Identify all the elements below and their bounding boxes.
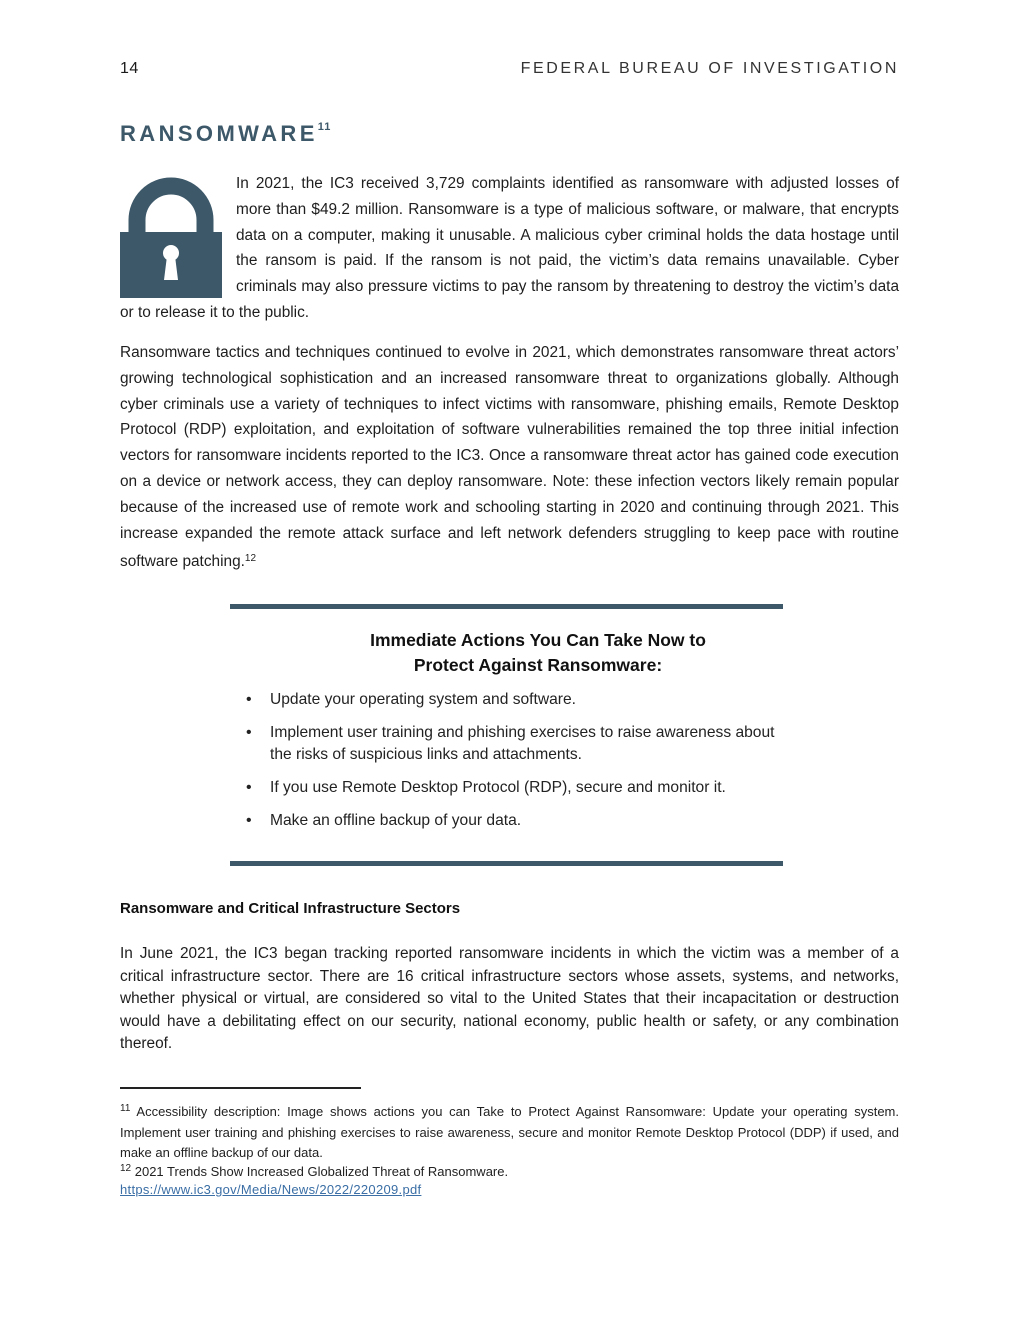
footnote-12-text: 2021 Trends Show Increased Globalized Threat of Ransomware. — [131, 1164, 509, 1179]
paragraph-critical-infrastructure — [120, 943, 899, 1056]
footnote-12-marker: 12 — [120, 1163, 132, 1174]
subsection-heading: Ransomware and Critical Infrastructure Sectors — [120, 900, 461, 917]
footnote-12-link[interactable]: https://www.ic3.gov/Media/News/2022/220209.pdf — [120, 1182, 422, 1197]
footnote-11-text: Accessibility description: Image shows actions you can Take to Protect Against Ransomware: Update your operating system. Implement user training and phishing exercises to raise awareness, secure and monitor Remote Desktop Protocol (DDP) if used, and make an offline backup of our data. — [120, 1104, 899, 1160]
callout-title-line-1: Immediate Actions You Can Take Now to — [370, 630, 706, 650]
footnote-11 — [120, 1099, 899, 1164]
footnote-ref-12[interactable]: 12 — [244, 553, 257, 565]
paragraph-ransomware-tactics — [120, 340, 899, 575]
callout-bottom-rule — [230, 861, 783, 866]
paragraph-ransomware-tactics-text: Ransomware tactics and techniques continued to evolve in 2021, which demonstrates ransomware threat actors’ growing technological sophistication and an increased ransomware threat to organizations globally. Although cyber criminals use a variety of techniques to infect victims with ransomware, phishing emails, Remote Desktop Protocol (RDP) exploitation, and exploitation of software vulnerabilities remained the top three initial infection vectors for ransomware incidents reported to the IC3. Once a ransomware threat actor has gained code execution on a device or network access, they can deploy ransomware. Note: these infection vectors likely remain popular because of the increased use of remote work and schooling starting in 2020 and continuing through 2021. This increase expanded the remote attack surface and left network defenders struggling to keep pace with routine software patching. — [120, 344, 899, 571]
section-title-text: RANSOMWARE — [120, 121, 318, 146]
paragraph-ransomware-intro-text: In 2021, the IC3 received 3,729 complaints identified as ransomware with adjusted losses of more than $49.2 million. Ransomware is a type of malicious software, or malware, that encrypts data on a computer, making it unusable. A malicious cyber criminal holds the data hostage until the ransom is paid. If the ransom is not paid, the victim’s data remains unavailable. Cyber criminals may also pressure victims to pay the ransom by threatening to destroy the victim’s data or to release it to the public. — [120, 175, 899, 321]
paragraph-critical-infrastructure-text: In June 2021, the IC3 began tracking reported ransomware incidents in which the victim was a member of a critical infrastructure sector. There are 16 critical infrastructure sectors whose assets, systems, and networks, whether physical or virtual, are considered so vital to the United States that their incapacitation or destruction would have a debilitating effect on our security, national economy, public health or safety, or any combination thereof. — [120, 945, 899, 1052]
list-item: • Make an offline backup of your data. — [245, 810, 775, 832]
section-title — [120, 121, 331, 147]
list-item: • Implement user training and phishing exercises to raise awareness about the risks of suspicious links and attachments. — [245, 722, 775, 766]
footnote-12 — [120, 1159, 899, 1183]
callout-top-rule — [230, 604, 783, 609]
paragraph-ransomware-intro — [120, 171, 899, 326]
callout-title-line-2: Protect Against Ransomware: — [413, 655, 663, 675]
header-title: FEDERAL BUREAU OF INVESTIGATION — [520, 60, 899, 77]
lock-spacer — [120, 171, 236, 299]
callout-title — [230, 628, 846, 678]
page-number: 14 — [120, 60, 139, 77]
footnote-11-marker: 11 — [120, 1103, 131, 1114]
callout-bullet-list — [245, 689, 775, 843]
callout-box — [230, 604, 783, 866]
list-item: • Update your operating system and software. — [245, 689, 775, 711]
list-item: • If you use Remote Desktop Protocol (RDP), secure and monitor it. — [245, 777, 775, 799]
footnote-ref-11[interactable]: 11 — [317, 121, 332, 133]
footnote-divider — [120, 1087, 361, 1089]
